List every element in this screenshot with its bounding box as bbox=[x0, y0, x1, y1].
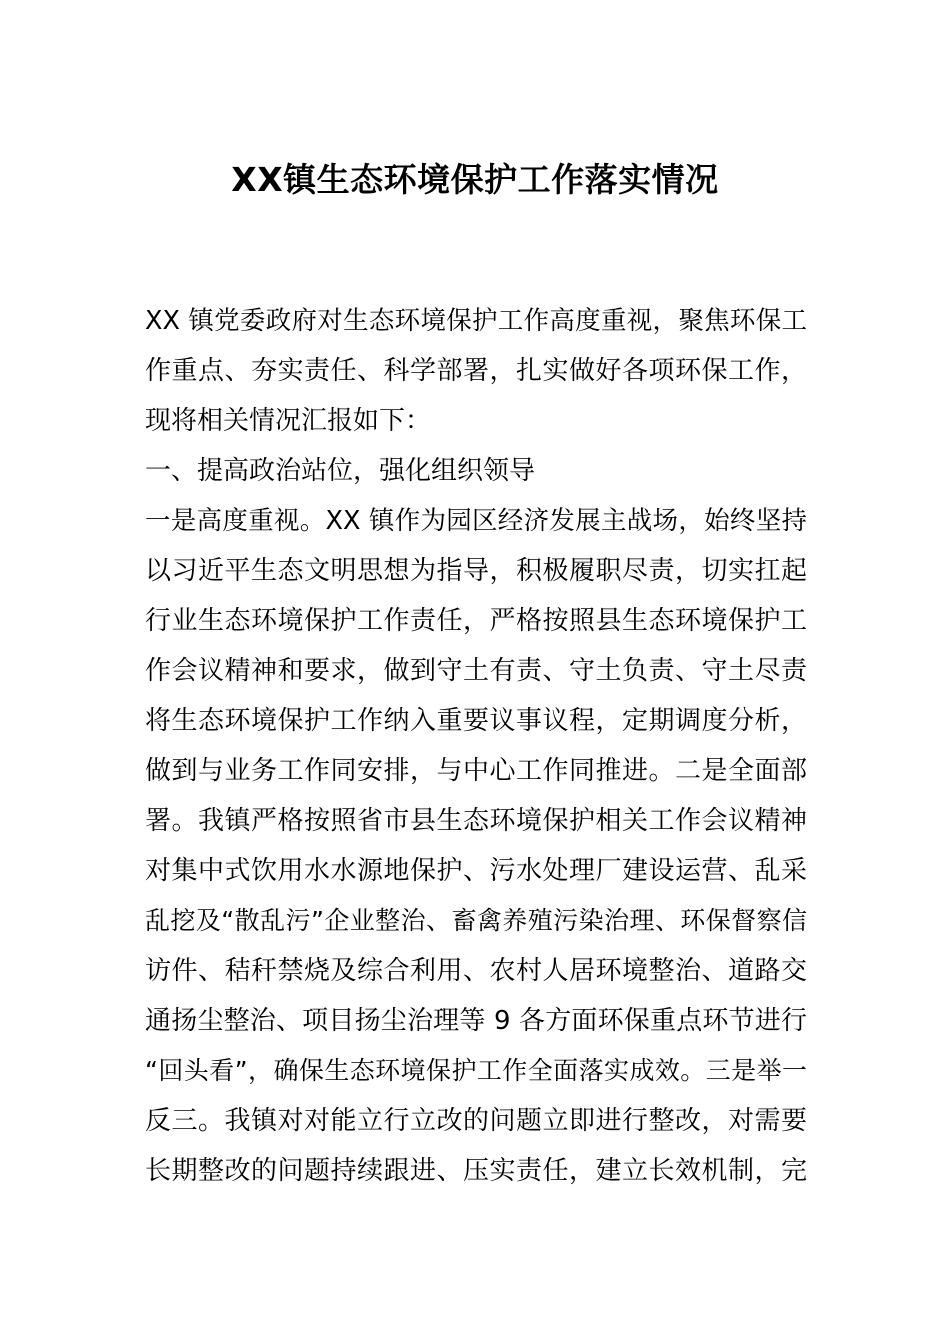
body-line: 反三。我镇对对能立行立改的问题立即进行整改，对需要 bbox=[145, 1106, 807, 1136]
body-line: 作会议精神和要求，做到守土有责、守土负责、守土尽责 bbox=[145, 656, 807, 686]
body-line: 作重点、夯实责任、科学部署，扎实做好各项环保工作， bbox=[145, 356, 807, 386]
body-line: 访件、秸秆禁烧及综合利用、农村人居环境整治、道路交 bbox=[145, 956, 807, 986]
body-line: 一是高度重视。XX 镇作为园区经济发展主战场，始终坚持 bbox=[145, 506, 807, 536]
document-title: XX镇生态环境保护工作落实情况 bbox=[231, 160, 719, 199]
body-line: 以习近平生态文明思想为指导，积极履职尽责，切实扛起 bbox=[145, 556, 807, 586]
section-heading: 一、提高政治站位，强化组织领导 bbox=[145, 456, 536, 486]
body-line: 署。我镇严格按照省市县生态环境保护相关工作会议精神 bbox=[145, 806, 807, 836]
body-line: 乱挖及“散乱污”企业整治、畜禽养殖污染治理、环保督察信 bbox=[145, 906, 807, 935]
body-line: 做到与业务工作同安排，与中心工作同推进。二是全面部 bbox=[145, 756, 807, 786]
body-line: 行业生态环境保护工作责任，严格按照县生态环境保护工 bbox=[145, 606, 807, 636]
document-body bbox=[145, 296, 807, 1196]
body-line: 现将相关情况汇报如下： bbox=[145, 406, 432, 436]
body-line: “回头看”，确保生态环境保护工作全面落实成效。三是举一 bbox=[145, 1056, 807, 1085]
body-line: XX 镇党委政府对生态环境保护工作高度重视，聚焦环保工 bbox=[145, 306, 807, 336]
body-line: 对集中式饮用水水源地保护、污水处理厂建设运营、乱采 bbox=[145, 856, 807, 886]
body-line: 通扬尘整治、项目扬尘治理等 9 各方面环保重点环节进行 bbox=[145, 1006, 807, 1036]
body-line: 长期整改的问题持续跟进、压实责任，建立长效机制，完 bbox=[145, 1156, 807, 1186]
body-line: 将生态环境保护工作纳入重要议事议程，定期调度分析， bbox=[145, 706, 807, 736]
